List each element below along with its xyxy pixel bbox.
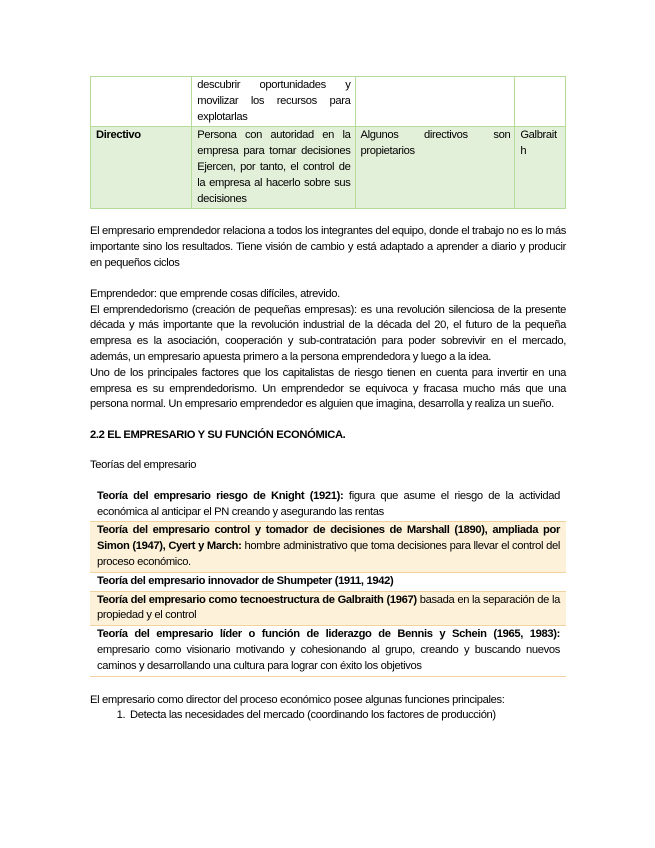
theory-name: Teoría del empresario control y tomador de decisiones de Marshall (1890), ampliada por Simon (1947), Cyert y March: bbox=[97, 524, 560, 553]
functions-list bbox=[90, 708, 566, 724]
section-heading: 2.2 EL EMPRESARIO Y SU FUNCIÓN ECONÓMICA. bbox=[90, 429, 346, 442]
theory-name: Teoría del empresario innovador de Shumpeter (1911, 1942) bbox=[97, 574, 394, 587]
theory-item bbox=[90, 488, 566, 523]
entrepreneur-types-table bbox=[90, 76, 566, 209]
table-row bbox=[91, 77, 566, 127]
table-cell: Persona con autoridad en la empresa para tomar decisiones Ejercen, por tanto, el control de la empresa al hacerlo sobre sus decisiones bbox=[192, 127, 355, 209]
theory-description: empresario como visionario motivando y cohesionando al grupo, creando y buscando nuevos caminos y desarrollando una cultura para lograr con éxito los objetivos bbox=[97, 643, 560, 672]
table-row bbox=[91, 127, 566, 209]
theory-name: Teoría del empresario como tecnoestructura de Galbraith (1967) bbox=[97, 593, 417, 606]
theory-item bbox=[90, 573, 566, 592]
table-cell: descubrir oportunidades y movilizar los recursos para explotarlas bbox=[192, 77, 355, 127]
list-item: 1. Detecta las necesidades del mercado (coordinando los factores de producción) bbox=[128, 708, 566, 724]
theory-name: Teoría del empresario líder o función de liderazgo de Bennis y Schein (1965, 1983): bbox=[97, 628, 560, 641]
table-cell: Directivo bbox=[91, 127, 192, 209]
theory-item bbox=[90, 592, 566, 627]
paragraph: Uno de los principales factores que los capitalistas de riesgo tienen en cuenta para invertir en una empresa es su emprendedorismo. Un emprendedor se equivoca y fracasa mucho más que una persona normal. Un empresario emprendedor es alguien que imagina, desarrolla y realiza un sueño. bbox=[90, 366, 566, 411]
theory-description: basada en la separación de la propiedad y el control bbox=[97, 593, 560, 622]
table-cell: Algunos directivos son propietarios bbox=[355, 127, 515, 209]
theory-item bbox=[90, 626, 566, 676]
paragraph: El emprendedorismo (creación de pequeñas empresas): es una revolución silenciosa de la presente década y más importante que la revolución industrial de la década del 20, el futuro de la pequeña empresa es la asociación, cooperación y sub-contratación para poder sobrevivir en el mercado, además, un empresario apuesta primero a la persona emprendedora y luego a la idea. bbox=[90, 303, 566, 363]
functions-intro: El empresario como director del proceso económico posee algunas funciones principales: bbox=[90, 693, 505, 706]
theories-title: Teorías del empresario bbox=[90, 458, 197, 471]
table-cell bbox=[91, 77, 192, 127]
theory-item bbox=[90, 522, 566, 572]
table-cell bbox=[515, 77, 566, 127]
table-cell: Galbraith bbox=[515, 127, 566, 209]
paragraph: El empresario emprendedor relaciona a todos los integrantes del equipo, donde el trabajo no es lo más importante sino los resultados. Tiene visión de cambio y está adaptado a aprender a diario y producir en pequeños ciclos bbox=[90, 225, 566, 269]
page-content bbox=[90, 76, 566, 724]
paragraph: Emprendedor: que emprende cosas difíciles, atrevido. bbox=[90, 287, 340, 300]
theory-name: Teoría del empresario riesgo de Knight (1921): bbox=[97, 489, 344, 502]
theory-description: hombre administrativo que toma decisiones para llevar el control del proceso económico. bbox=[97, 540, 560, 568]
theories-list bbox=[90, 488, 566, 677]
theory-description: figura que asume el riesgo de la actividad económica al anticipar el PN creando y asegurando las rentas bbox=[97, 489, 560, 518]
table-cell bbox=[355, 77, 515, 127]
